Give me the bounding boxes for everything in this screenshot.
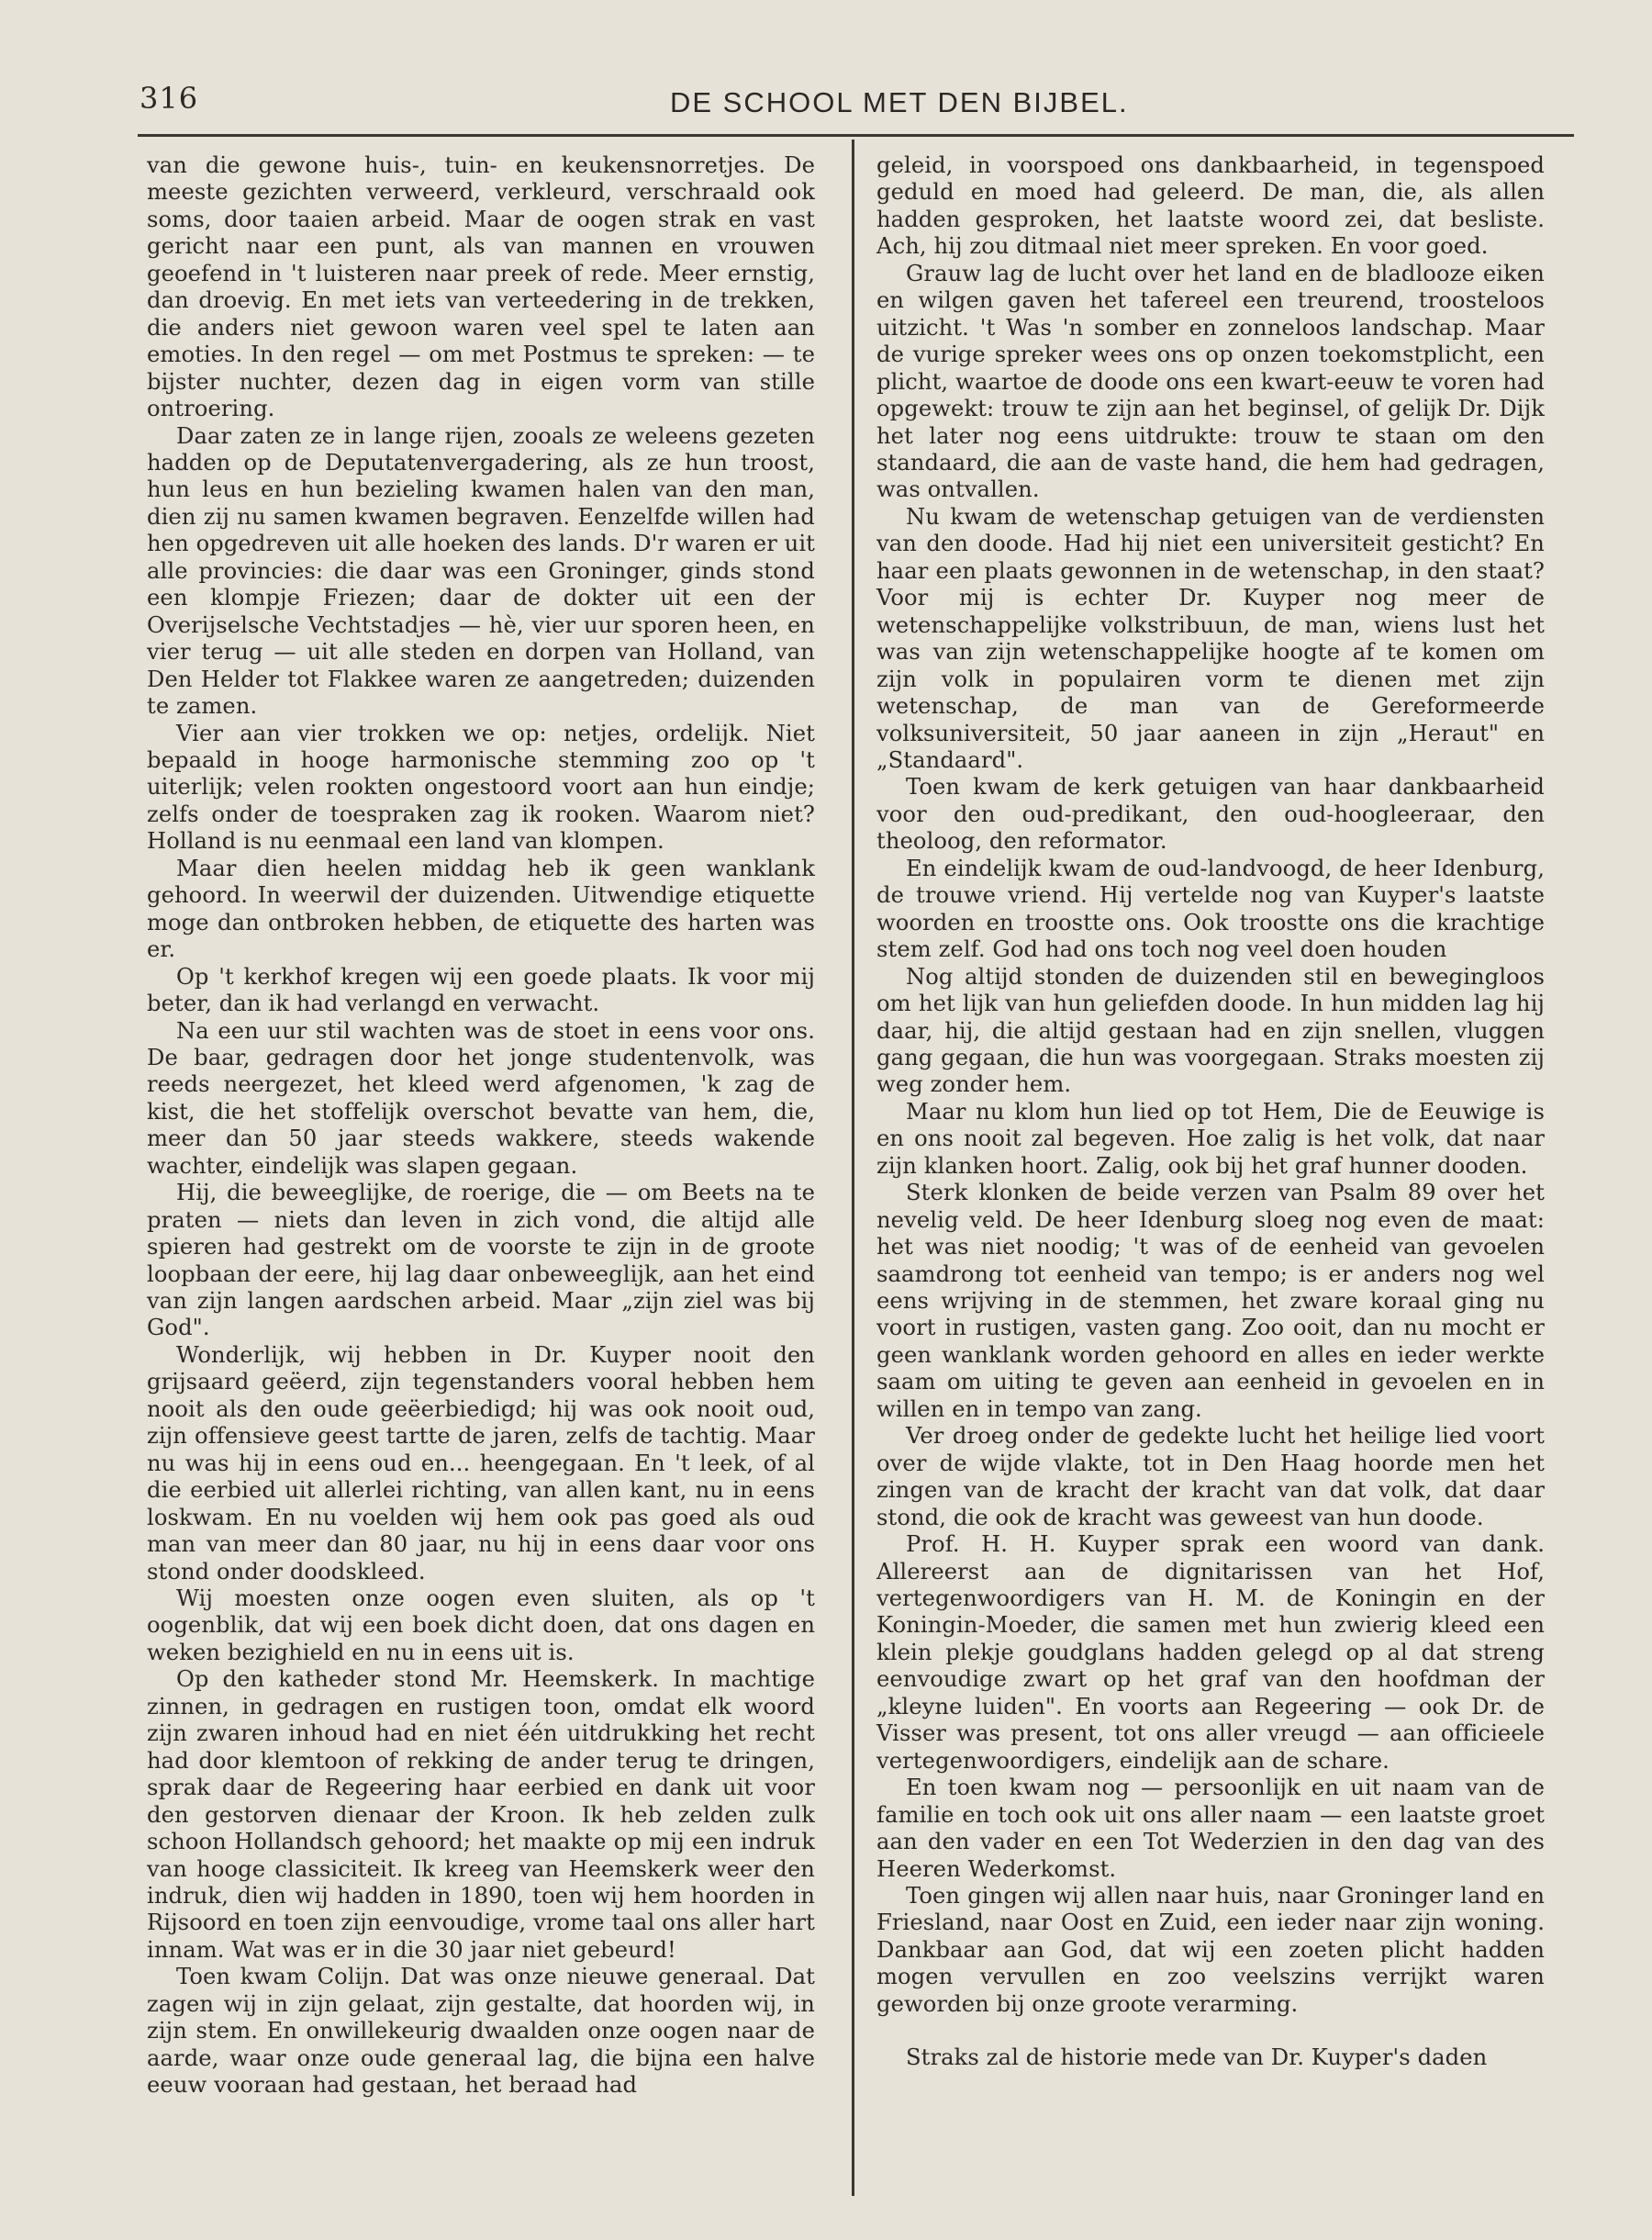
paragraph: Op den katheder stond Mr. Heemskerk. In machtige zinnen, in gedragen en rustigen toon, omdat elk woord zijn zwaren inhoud had en niet één uitdrukking het recht had door klemtoon of rekking de ander terug te dringen, sprak daar de Regeering haar eerbied en dank uit voor den gestorven dienaar der Kroon. Ik heb zelden zulk schoon Hollandsch gehoord; het maakte op mij een indruk van hooge classiciteit. Ik kreeg van Heemskerk weer den indruk, dien wij hadden in 1890, toen wij hem hoorden in Rijsoord en toen zijn eenvoudige, vrome taal ons aller hart innam. Wat was er in die 30 jaar niet gebeurd!: [147, 1666, 815, 1963]
paragraph: En toen kwam nog — persoonlijk en uit naam van de familie en toch ook uit ons aller naam — een laatste groet aan den vader en een Tot Wederzien in den dag van des Heeren Wederkomst.: [876, 1775, 1545, 1882]
paragraph: En eindelijk kwam de oud-landvoogd, de heer Idenburg, de trouwe vriend. Hij vertelde nog van Kuyper's laatste woorden en troostte ons. Ook troostte ons die krachtige stem zelf. God had ons toch nog veel doen houden: [876, 855, 1545, 963]
paragraph: Maar nu klom hun lied op tot Hem, Die de Eeuwige is en ons nooit zal begeven. Hoe zalig is het volk, dat naar zijn klanken hoort. Zalig, ook bij het graf hunner dooden.: [876, 1098, 1545, 1179]
paragraph: Na een uur stil wachten was de stoet in eens voor ons. De baar, gedragen door het jonge studentenvolk, was reeds neergezet, het kleed werd afgenomen, 'k zag de kist, die het stoffelijk overschot bevatte van hem, die, meer dan 50 jaar steeds wakkere, steeds wakende wachter, eindelijk was slapen gegaan.: [147, 1017, 815, 1179]
paragraph: Wonderlijk, wij hebben in Dr. Kuyper nooit den grijsaard geëerd, zijn tegenstanders vooral hebben hem nooit als den oude geëerbiedigd; hij was ook nooit oud, zijn offensieve geest tartte de jaren, zelfs de tachtig. Maar nu was hij in eens oud en... heengegaan. En 't leek, of al die eerbied uit allerlei richting, van allen kant, nu in eens loskwam. En nu voelden wij hem ook pas goed als oud man van meer dan 80 jaar, nu hij in eens daar voor ons stond onder doodskleed.: [147, 1341, 815, 1585]
paragraph: Toen kwam Colijn. Dat was onze nieuwe generaal. Dat zagen wij in zijn gelaat, zijn gestalte, dat hoorden wij, in zijn stem. En onwillekeurig dwaalden onze oogen naar de aarde, waar onze oude generaal lag, die bijna een halve eeuw vooraan had gestaan, het beraad had: [147, 1964, 815, 2099]
paragraph: Toen gingen wij allen naar huis, naar Groninger land en Friesland, naar Oost en Zuid, een ieder naar zijn woning. Dankbaar aan God, dat wij een zoeten plicht hadden mogen vervullen en zoo veelszins verrijkt waren geworden bij onze groote verarming.: [876, 1883, 1545, 2017]
left-column: [147, 152, 815, 2100]
header-rule: [138, 134, 1574, 137]
page-header: [138, 77, 1569, 119]
paragraph: Nu kwam de wetenschap getuigen van de verdiensten van den doode. Had hij niet een universiteit gesticht? En haar een plaats gewonnen in de wetenschap, in den staat? Voor mij is echter Dr. Kuyper nog meer de wetenschappelijke volkstribuun, de man, wiens lust het was van zijn wetenschappelijke hoogte af te komen om zijn volk in populairen vorm te dienen met zijn wetenschap, de man van de Gereformeerde volksuniversiteit, 50 jaar aaneen in zijn „Heraut" en „Standaard".: [876, 503, 1545, 773]
paragraph: Daar zaten ze in lange rijen, zooals ze weleens gezeten hadden op de Deputatenvergadering, als ze hun troost, hun leus en hun bezieling kwamen halen van den man, dien zij nu samen kwamen begraven. Eenzelfde willen had hen opgedreven uit alle hoeken des lands. D'r waren er uit alle provincies: die daar was een Groninger, ginds stond een klompje Friezen; daar de dokter uit een der Overijselsche Vechtstadjes — hè, vier uur sporen heen, en vier terug — uit alle steden en dorpen van Holland, van Den Helder tot Flakkee waren ze aangetreden; duizenden te zamen.: [147, 422, 815, 720]
paragraph: Toen kwam de kerk getuigen van haar dankbaarheid voor den oud-predikant, den oud-hoogleeraar, den theoloog, den reformator.: [876, 774, 1545, 855]
right-column: [876, 152, 1545, 2072]
paragraph: Maar dien heelen middag heb ik geen wanklank gehoord. In weerwil der duizenden. Uitwendige etiquette moge dan ontbroken hebben, de etiquette des harten was er.: [147, 855, 815, 963]
paragraph: Sterk klonken de beide verzen van Psalm 89 over het nevelig veld. De heer Idenburg sloeg nog even de maat: het was niet noodig; 't was of de eenheid van gevoelen saamdrong tot eenheid van tempo; is er anders nog wel eens wrijving in de stemmen, het zware koraal ging nu voort in rustigen, vasten gang. Zoo ooit, dan nu mocht er geen wanklank worden gehoord en alles en ieder werkte saam om uiting te geven aan eenheid in gevoelen en in willen en in tempo van zang.: [876, 1180, 1545, 1422]
paragraph: van die gewone huis-, tuin- en keukensnorretjes. De meeste gezichten verweerd, verkleurd, verschraald ook soms, door taaien arbeid. Maar de oogen strak en vast gericht naar een punt, als van mannen en vrouwen geoefend in 't luisteren naar preek of rede. Meer ernstig, dan droevig. En met iets van verteedering in de trekken, die anders niet gewoon waren veel spel te laten aan emoties. In den regel — om met Postmus te spreken: — te bijster nuchter, dezen dag in eigen vorm van stille ontroering.: [147, 152, 815, 422]
paragraph: Ver droeg onder de gedekte lucht het heilige lied voort over de wijde vlakte, tot in Den Haag hoorde men het zingen van de kracht der kracht van dat volk, dat daar stond, die ook de kracht was geweest van hun doode.: [876, 1423, 1545, 1530]
paragraph: Grauw lag de lucht over het land en de bladlooze eiken en wilgen gaven het tafereel een treurend, troosteloos uitzicht. 't Was 'n somber en zonneloos landschap. Maar de vurige spreker wees ons op onzen toekomstplicht, een plicht, waartoe de doode ons een kwart-eeuw te voren had opgewekt: trouw te zijn aan het beginsel, of gelijk Dr. Dijk het later nog eens uitdrukte: trouw te staan om den standaard, die aan de vaste hand, die hem had gedragen, was ontvallen.: [876, 260, 1545, 503]
paragraph: Hij, die beweeglijke, de roerige, die — om Beets na te praten — niets dan leven in zich vond, die altijd alle spieren had gestrekt om de voorste te zijn in de groote loopbaan der eere, hij lag daar onbeweeglijk, aan het eind van zijn langen aardschen arbeid. Maar „zijn ziel was bij God".: [147, 1180, 815, 1341]
page-number: 316: [140, 81, 199, 116]
journal-title: DE SCHOOL MET DEN BIJBEL.: [670, 86, 1129, 118]
paragraph: Nog altijd stonden de duizenden stil en bewegingloos om het lijk van hun geliefden doode. In hun midden lag hij daar, hij, die altijd gestaan had en zijn snellen, vluggen gang gegaan, die hun was voorgegaan. Straks moesten zij weg zonder hem.: [876, 963, 1545, 1098]
paragraph: Wij moesten onze oogen even sluiten, als op 't oogenblik, dat wij een boek dicht doen, dat ons dagen en weken bezighield en nu in eens uit is.: [147, 1585, 815, 1665]
paragraph: Straks zal de historie mede van Dr. Kuyper's daden: [906, 2044, 1488, 2071]
paragraph: geleid, in voorspoed ons dankbaarheid, in tegenspoed geduld en moed had geleerd. De man, die, als allen hadden gesproken, het laatste woord zei, dat besliste. Ach, hij zou ditmaal niet meer spreken. En voor goed.: [876, 152, 1545, 260]
paragraph: Prof. H. H. Kuyper sprak een woord van dank. Allereerst aan de dignitarissen van het Hof, vertegenwoordigers van H. M. de Koningin en der Koningin-Moeder, die samen met hun zwierig kleed een klein plekje goudglans hadden gelegd op al dat streng eenvoudige zwart op het graf van den hoofdman der „kleyne luiden". En voorts aan Regeering — ook Dr. de Visser was present, tot ons aller vreugd — aan officieele vertegenwoordigers, eindelijk aan de schare.: [876, 1531, 1545, 1774]
paragraph: Vier aan vier trokken we op: netjes, ordelijk. Niet bepaald in hooge harmonische stemming zoo op 't uiterlijk; velen rookten ongestoord voort aan hun eindje; zelfs onder de toespraken zag ik rooken. Waarom niet? Holland is nu eenmaal een land van klompen.: [147, 720, 815, 855]
column-divider: [852, 140, 854, 2196]
paragraph: Op 't kerkhof kregen wij een goede plaats. Ik voor mij beter, dan ik had verlangd en verwacht.: [147, 963, 815, 1017]
